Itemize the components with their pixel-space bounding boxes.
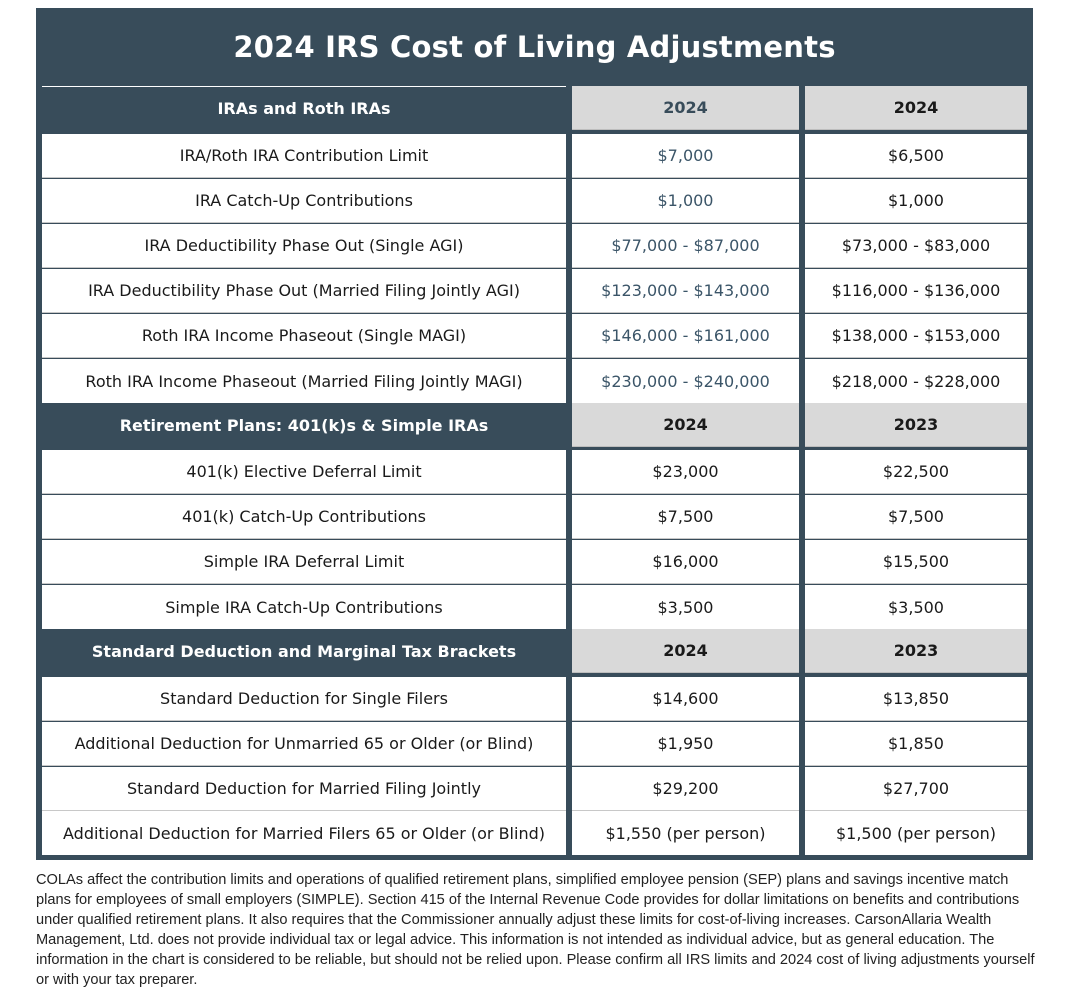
table-row (42, 722, 1027, 766)
row-value-prior: $13,850 (805, 677, 1027, 721)
column-year: 2023 (805, 629, 1027, 673)
section-header-iras (42, 86, 1027, 130)
row-label: 401(k) Catch-Up Contributions (42, 495, 566, 539)
row-label: Standard Deduction for Single Filers (42, 677, 566, 721)
table-row (42, 585, 1027, 629)
row-label: 401(k) Elective Deferral Limit (42, 450, 566, 494)
row-value-current: $23,000 (572, 450, 799, 494)
table-row (42, 359, 1027, 403)
table-row (42, 134, 1027, 178)
row-value-prior: $1,000 (805, 179, 1027, 223)
section-header-retirement (42, 403, 1027, 447)
table-row (42, 224, 1027, 268)
row-value-prior: $1,500 (per person) (805, 811, 1027, 855)
table-row (42, 811, 1027, 855)
column-year: 2023 (805, 403, 1027, 447)
page-title: 2024 IRS Cost of Living Adjustments (233, 30, 836, 64)
row-value-current: $16,000 (572, 540, 799, 584)
row-value-current: $7,500 (572, 495, 799, 539)
row-value-prior: $1,850 (805, 722, 1027, 766)
row-value-prior: $3,500 (805, 585, 1027, 629)
table-row (42, 495, 1027, 539)
table-row (42, 540, 1027, 584)
section-heading: Retirement Plans: 401(k)s & Simple IRAs (42, 403, 566, 447)
row-label: IRA Catch-Up Contributions (42, 179, 566, 223)
row-value-prior: $116,000 - $136,000 (805, 269, 1027, 313)
table-row (42, 179, 1027, 223)
row-value-current: $1,000 (572, 179, 799, 223)
cola-table (36, 8, 1033, 860)
row-value-current: $123,000 - $143,000 (572, 269, 799, 313)
table-row (42, 677, 1027, 721)
row-value-current: $77,000 - $87,000 (572, 224, 799, 268)
row-label: Standard Deduction for Married Filing Jointly (42, 767, 566, 811)
row-value-prior: $15,500 (805, 540, 1027, 584)
section-heading: Standard Deduction and Marginal Tax Brackets (42, 629, 566, 673)
disclaimer-footnote: COLAs affect the contribution limits and operations of qualified retirement plans, simplified employee pension (SEP) plans and savings incentive match plans for employees of small employers (SIMPLE). Section 415 of the Internal Revenue Code provides for dollar limitations on benefits and contributions under qualified retirement plans. It also requires that the Commissioner annually adjust these limits for cost-of-living increases. CarsonAllaria Wealth Management, Ltd. does not provide individual tax or legal advice. This information is not intended as individual advice, but as general education. The information in the chart is considered to be reliable, but should not be relied upon. Please confirm all IRS limits and 2024 cost of living adjustments yourself or with your tax preparer. (36, 872, 1035, 988)
row-value-current: $14,600 (572, 677, 799, 721)
table-row (42, 314, 1027, 358)
row-label: Simple IRA Deferral Limit (42, 540, 566, 584)
row-label: Additional Deduction for Unmarried 65 or Older (or Blind) (42, 722, 566, 766)
column-year: 2024 (572, 86, 799, 130)
row-value-prior: $138,000 - $153,000 (805, 314, 1027, 358)
row-value-current: $29,200 (572, 767, 799, 811)
row-label: IRA/Roth IRA Contribution Limit (42, 134, 566, 178)
row-label: Additional Deduction for Married Filers 65 or Older (or Blind) (42, 811, 566, 855)
row-label: IRA Deductibility Phase Out (Married Filing Jointly AGI) (42, 269, 566, 313)
row-label: IRA Deductibility Phase Out (Single AGI) (42, 224, 566, 268)
row-label: Roth IRA Income Phaseout (Single MAGI) (42, 314, 566, 358)
table-row (42, 269, 1027, 313)
column-year: 2024 (572, 403, 799, 447)
row-value-current: $7,000 (572, 134, 799, 178)
row-value-prior: $73,000 - $83,000 (805, 224, 1027, 268)
row-value-current: $230,000 - $240,000 (572, 359, 799, 403)
row-value-current: $1,950 (572, 722, 799, 766)
row-value-prior: $6,500 (805, 134, 1027, 178)
section-heading: IRAs and Roth IRAs (42, 86, 566, 130)
row-value-prior: $218,000 - $228,000 (805, 359, 1027, 403)
row-value-prior: $22,500 (805, 450, 1027, 494)
row-value-current: $3,500 (572, 585, 799, 629)
row-value-current: $146,000 - $161,000 (572, 314, 799, 358)
row-value-prior: $7,500 (805, 495, 1027, 539)
row-value-current: $1,550 (per person) (572, 811, 799, 855)
column-year: 2024 (805, 86, 1027, 130)
row-value-prior: $27,700 (805, 767, 1027, 811)
table-row (42, 450, 1027, 494)
section-header-standard-deduction (42, 629, 1027, 673)
row-label: Simple IRA Catch-Up Contributions (42, 585, 566, 629)
column-year: 2024 (572, 629, 799, 673)
row-label: Roth IRA Income Phaseout (Married Filing Jointly MAGI) (42, 359, 566, 403)
table-row (42, 767, 1027, 811)
